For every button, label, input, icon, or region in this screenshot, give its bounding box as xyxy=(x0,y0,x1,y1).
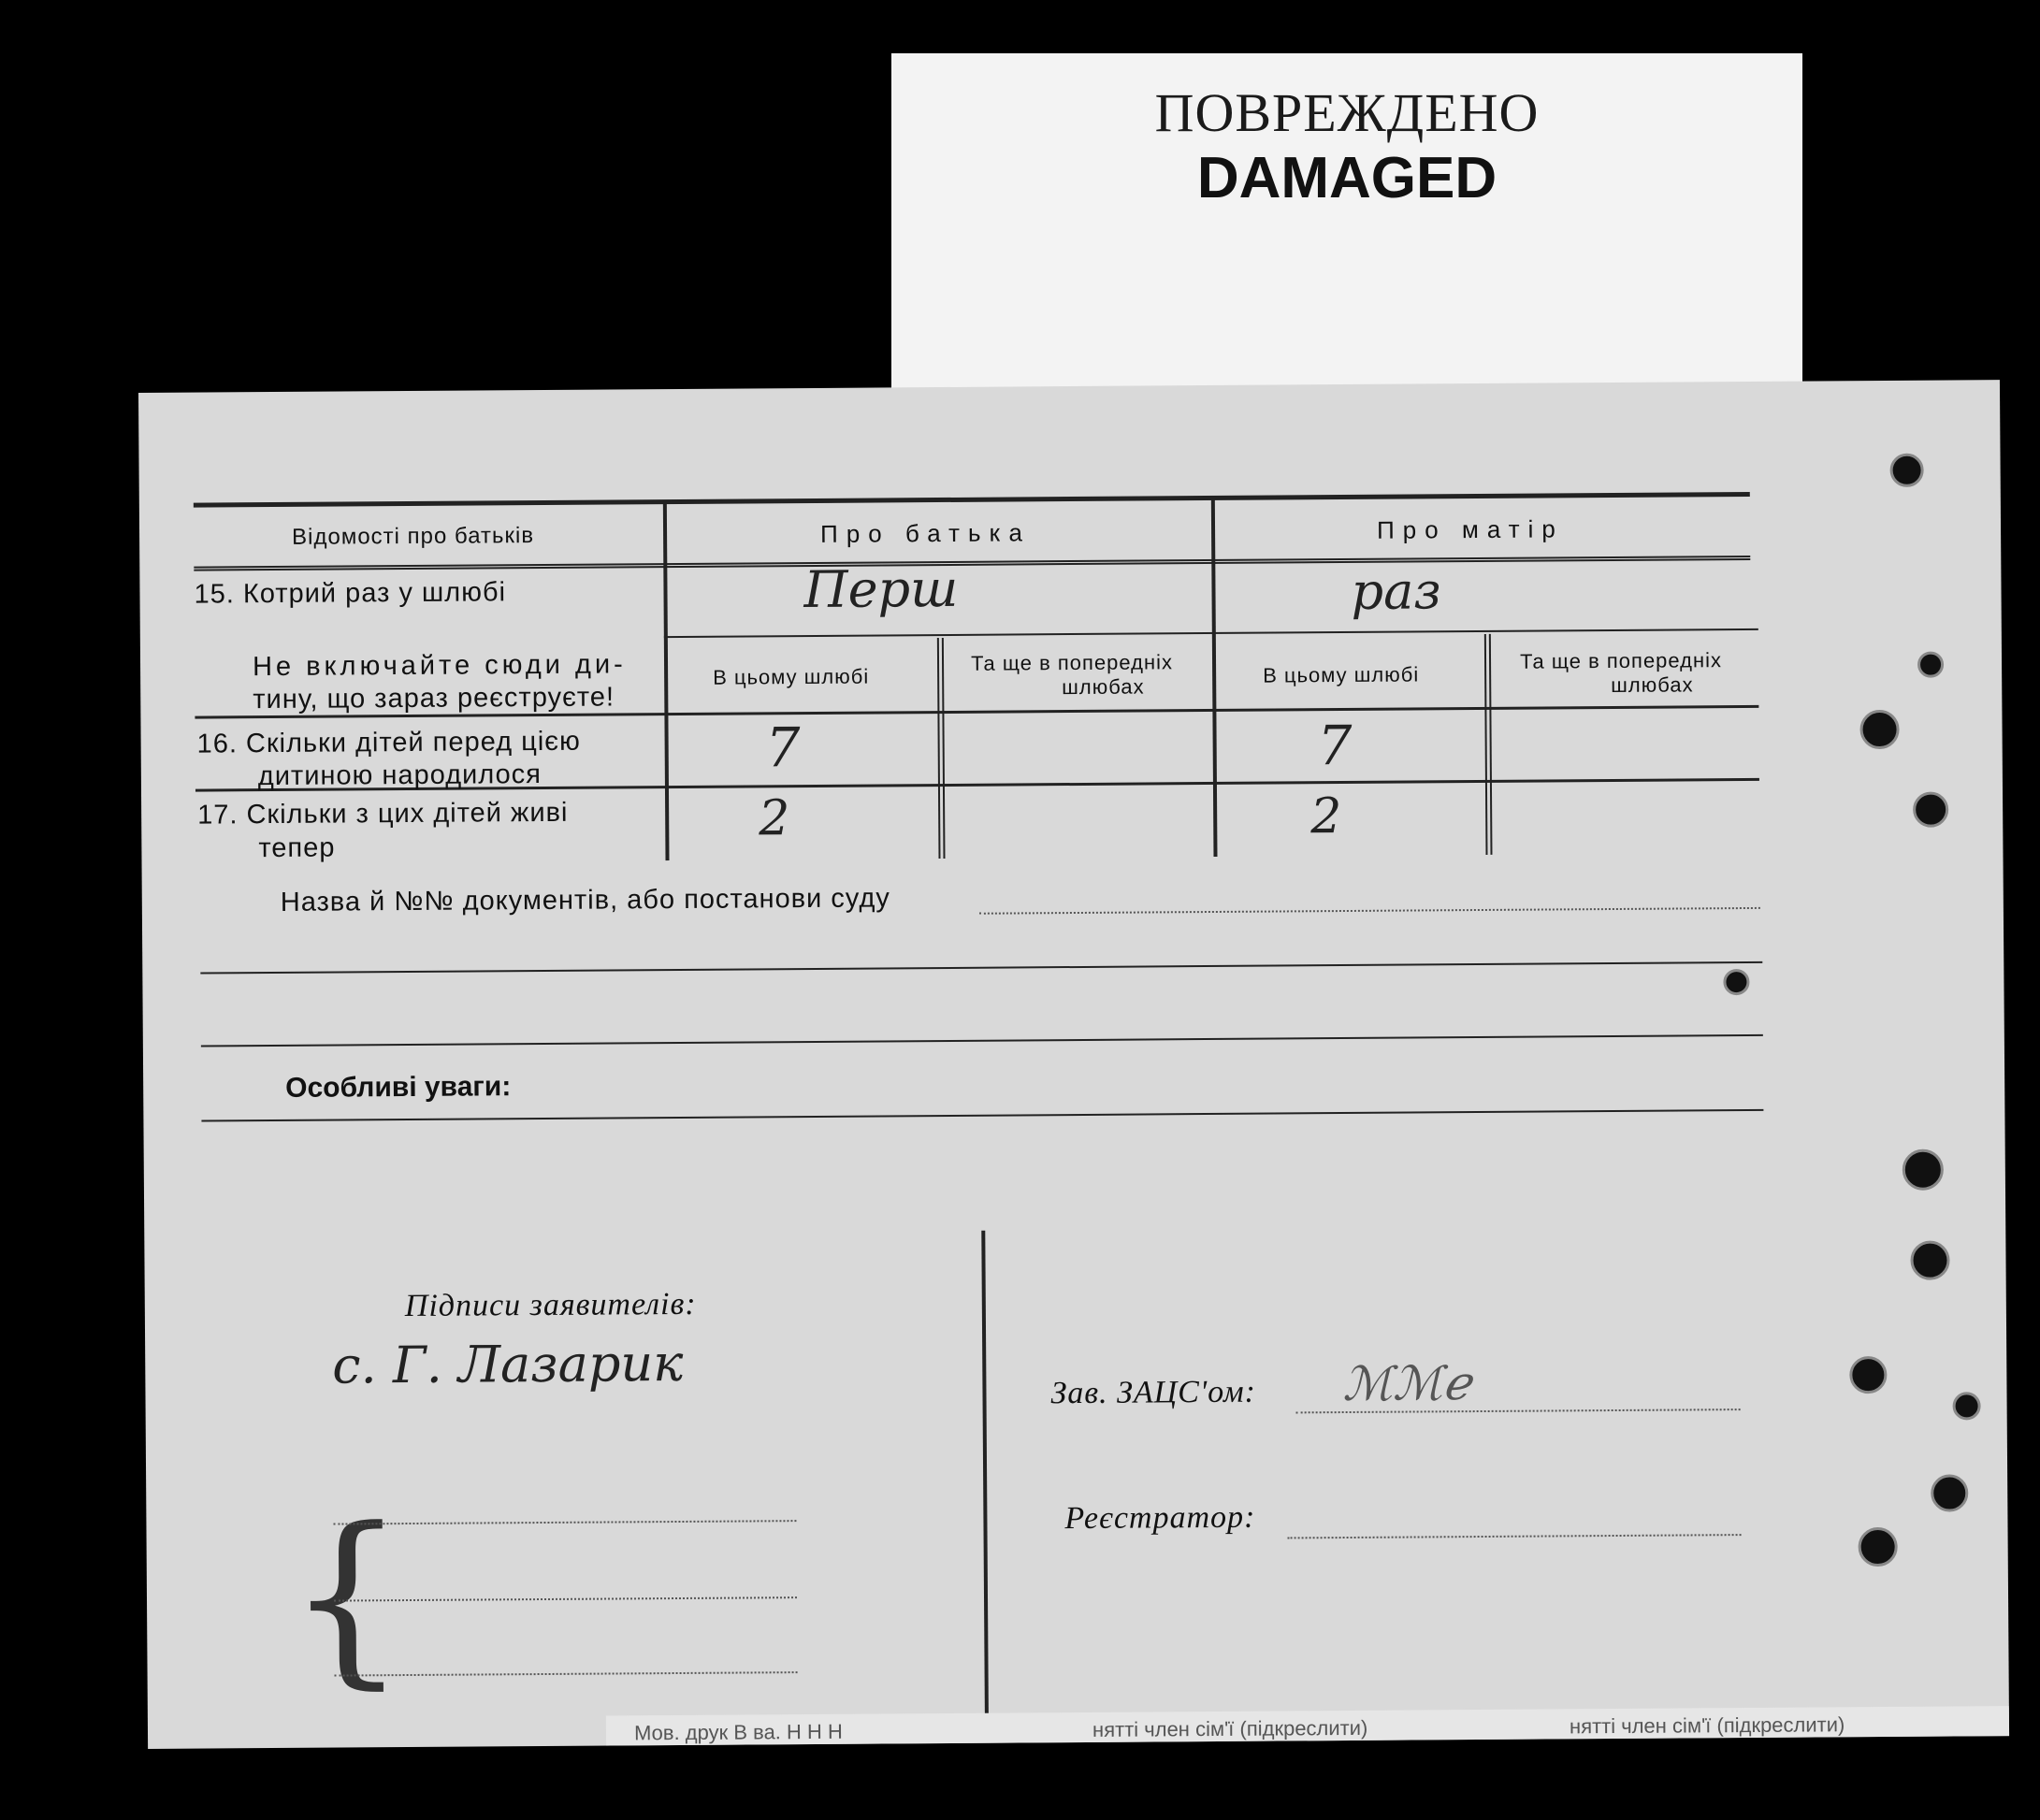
registrar-line xyxy=(1288,1534,1742,1538)
documents-line-1 xyxy=(979,907,1760,915)
father-this-marriage-header: В цьому шлюбі xyxy=(713,664,870,689)
signature-divider xyxy=(981,1231,989,1717)
col-divider-2 xyxy=(1211,498,1218,857)
row17-mother-this-value: 2 xyxy=(1309,788,1342,845)
documents-line-3 xyxy=(201,1034,1763,1047)
row15-father-value: Перш xyxy=(803,558,959,620)
damaged-title-ru: ПОВРЕЖДЕНО xyxy=(1154,82,1540,143)
father-previous-header-line1: Та ще в попередніх xyxy=(970,650,1174,675)
mother-previous-header-line1: Та ще в попередніх xyxy=(1519,648,1723,673)
mother-previous-header-line2: шлюбах xyxy=(1611,672,1694,698)
row17-label-line2: тепер xyxy=(258,832,336,864)
punch-hole-8 xyxy=(1849,1356,1887,1394)
note-line2: тину, що зараз реєструєте! xyxy=(253,682,615,715)
special-notes-line xyxy=(201,1109,1763,1122)
applicants-label: Підписи заявителів: xyxy=(404,1286,697,1324)
documents-label: Назва й №№ документів, або постанови суду xyxy=(280,883,890,917)
col-divider-father-sub xyxy=(937,638,946,859)
punch-hole-2 xyxy=(1917,652,1944,678)
mother-this-marriage-header: В цьому шлюбі xyxy=(1263,662,1420,687)
documents-line-2 xyxy=(200,961,1762,975)
underlying-sheet-strip xyxy=(606,1706,2009,1749)
row15-label: 15. Котрий раз у шлюбі xyxy=(194,577,507,610)
punch-hole-4 xyxy=(1913,792,1948,828)
bottom-strip-left: Мов. друк В ва. Н Н Н xyxy=(633,1719,843,1745)
applicants-brace: { xyxy=(286,1488,408,1707)
head-registry-signature: ℳℳℯ xyxy=(1342,1356,1471,1412)
col-divider-1 xyxy=(663,501,670,860)
damaged-title-en: DAMAGED xyxy=(1196,146,1497,210)
bottom-strip-right: нятті член сім'ї (підкреслити) xyxy=(1569,1712,1845,1739)
row16-label-line2: дитиною народилося xyxy=(257,759,542,792)
header-about-father: Про батька xyxy=(819,518,1032,548)
applicant-signature: с. Г. Лазарик xyxy=(332,1333,684,1395)
special-notes-label: Особливі уваги: xyxy=(285,1071,512,1104)
row17-father-this-value: 2 xyxy=(758,790,790,847)
table-top-rule xyxy=(194,492,1750,508)
punch-hole-1 xyxy=(1889,454,1923,487)
row16-label-line1: 16. Скільки дітей перед цією xyxy=(196,726,581,759)
note-line1: Не включайте сюди ди- xyxy=(252,649,627,683)
punch-hole-3 xyxy=(1859,710,1899,749)
header-parents-info: Відомості про батьків xyxy=(291,523,535,550)
row16-father-this-value: 7 xyxy=(765,715,801,780)
row16-mother-this-value: 7 xyxy=(1317,713,1353,778)
header-bottom-rule xyxy=(194,556,1750,571)
punch-hole-10 xyxy=(1931,1474,1968,1511)
record-sheet xyxy=(138,380,2009,1749)
punch-hole-11 xyxy=(1859,1527,1898,1567)
punch-hole-5 xyxy=(1723,969,1749,995)
row15-mother-value: раз xyxy=(1351,561,1441,621)
col-divider-mother-sub xyxy=(1484,634,1493,855)
head-registry-label: Зав. ЗАЦС'ом: xyxy=(1050,1374,1257,1411)
punch-hole-9 xyxy=(1953,1392,1981,1420)
father-previous-header-line2: шлюбах xyxy=(1062,674,1145,700)
registrar-label: Реєстратор: xyxy=(1064,1499,1256,1537)
bottom-strip-mid: нятті член сім'ї (підкреслити) xyxy=(1092,1715,1368,1741)
row17-label-line1: 17. Скільки з цих дітей живі xyxy=(197,797,569,831)
punch-hole-6 xyxy=(1903,1149,1944,1191)
punch-hole-7 xyxy=(1910,1241,1949,1280)
damaged-card xyxy=(891,53,1802,401)
header-about-mother: Про матір xyxy=(1376,514,1564,544)
